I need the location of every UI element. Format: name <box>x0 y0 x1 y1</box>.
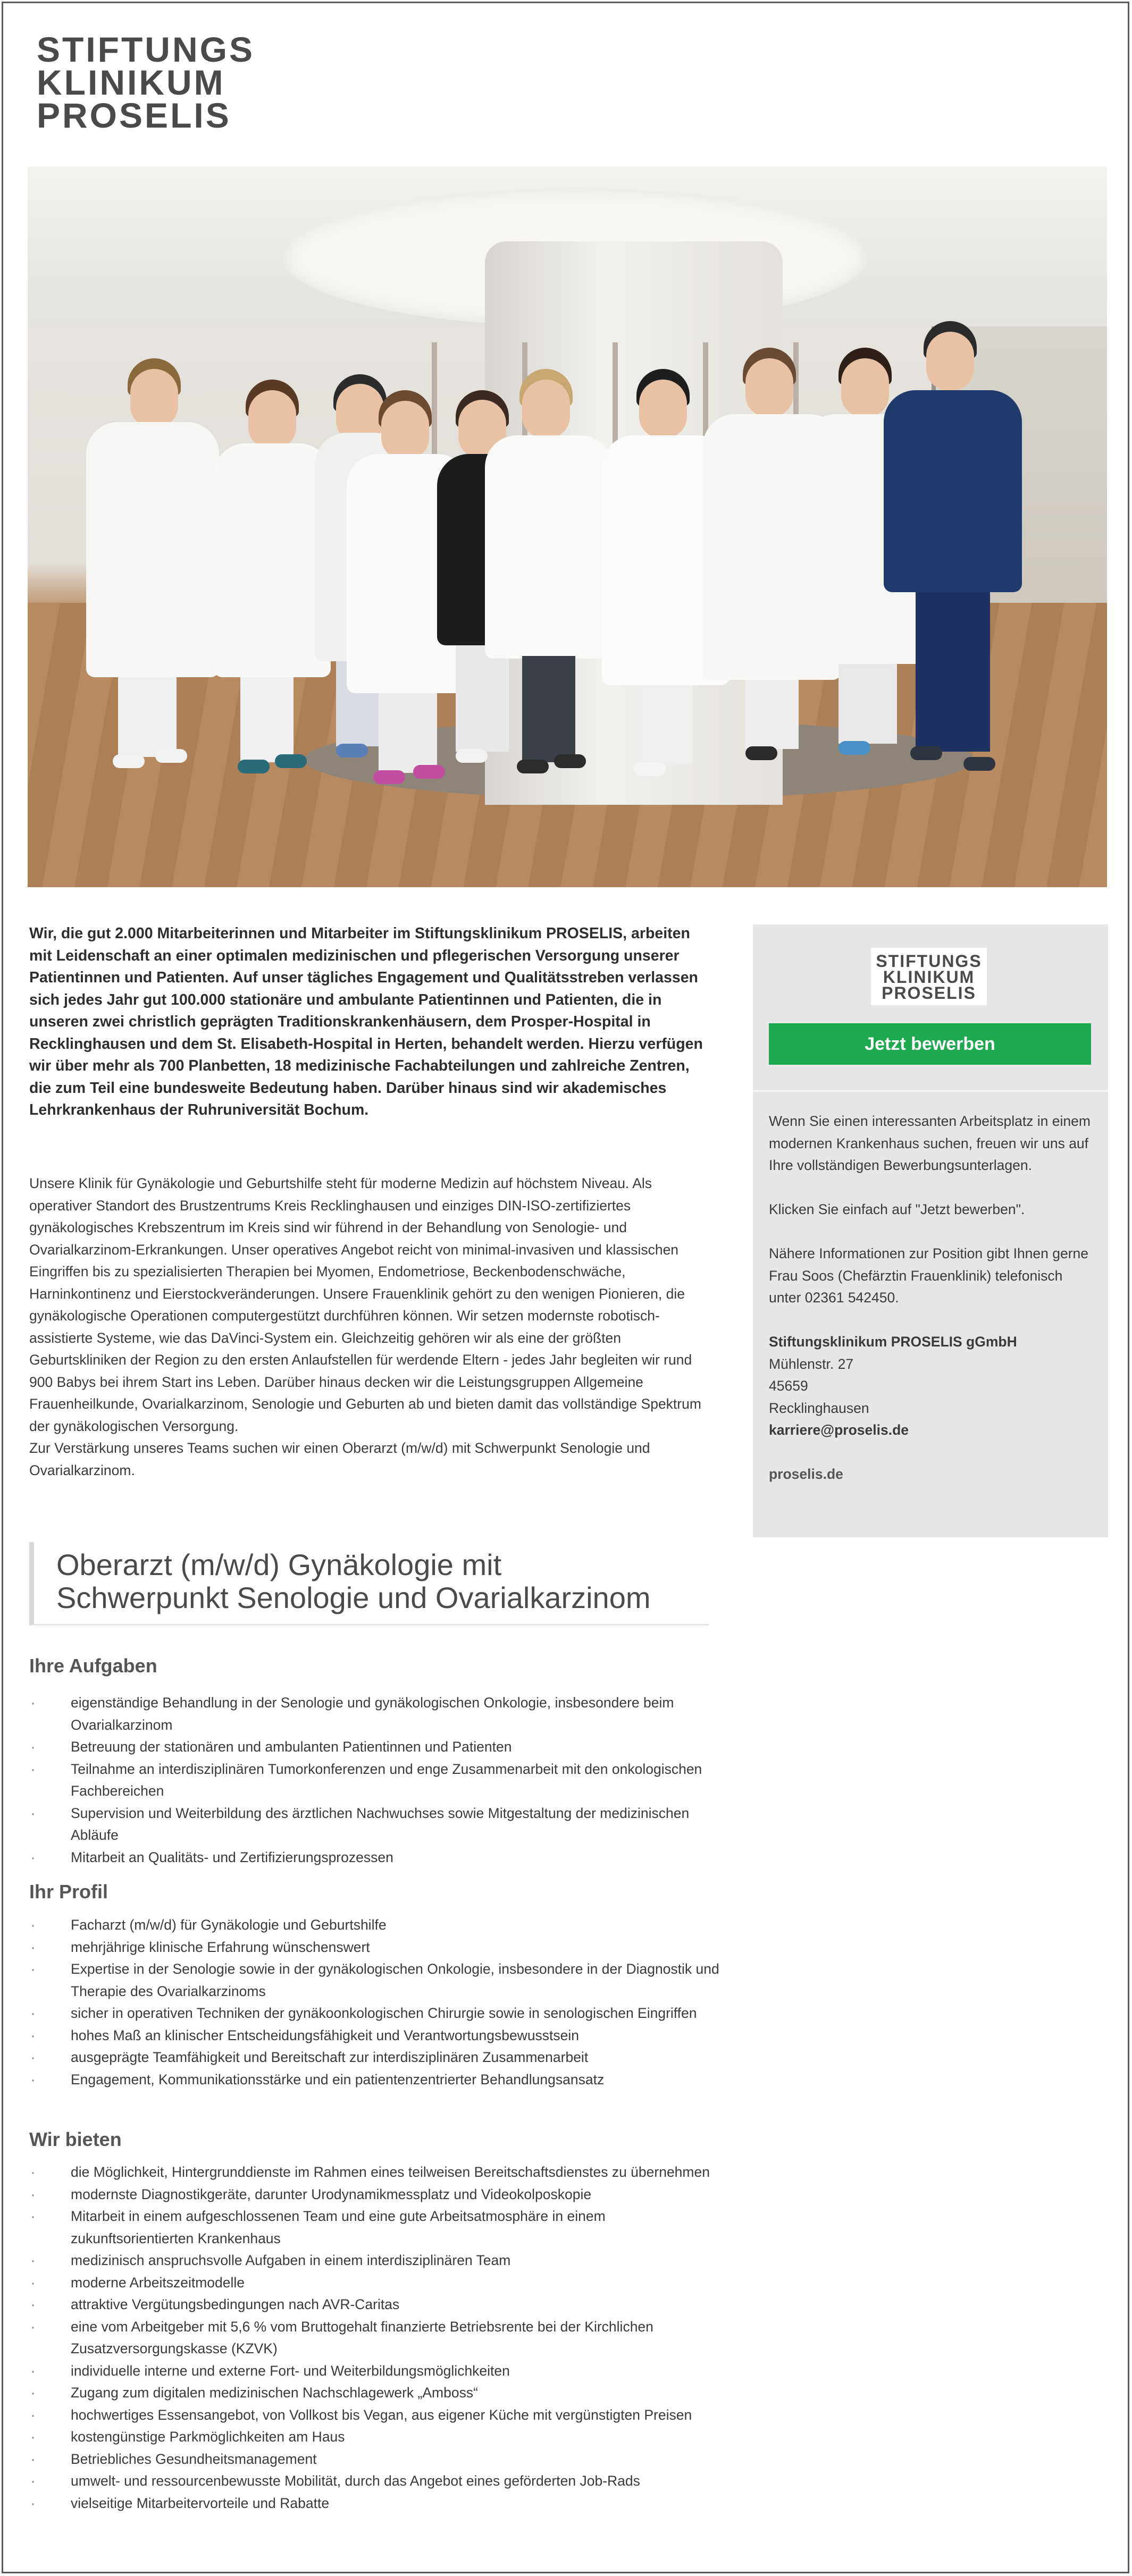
list-item: · Expertise in der Senologie sowie in der gynäkologischen Onkologie, insbesondere in der Diagnostik und Therapie des Ovarialkarzinoms <box>29 1958 726 2002</box>
team-photo <box>28 167 1107 887</box>
list-item: · eine vom Arbeitgeber mit 5,6 % vom Bruttogehalt finanzierte Betriebsrente bei der Kirchlichen Zusatzversorgungskasse (KZVK) <box>29 2316 726 2360</box>
sidebar-divider <box>753 1090 1108 1092</box>
list-item: · sicher in operativen Techniken der gynäkoonkologischen Chirurgie sowie in senologischen Eingriffen <box>29 2002 726 2025</box>
offer-list <box>29 2161 726 2514</box>
list-item: · kostengünstige Parkmöglichkeiten am Haus <box>29 2426 726 2448</box>
list-item: · moderne Arbeitszeitmodelle <box>29 2272 726 2294</box>
list-item: · Mitarbeit an Qualitäts- und Zertifizierungsprozessen <box>29 1847 726 1869</box>
list-item: · medizinisch anspruchsvolle Aufgaben in einem interdisziplinären Team <box>29 2250 726 2272</box>
website-link[interactable]: proselis.de <box>769 1466 843 1482</box>
profile-heading: Ihr Profil <box>29 1881 108 1902</box>
intro-paragraph: Wir, die gut 2.000 Mitarbeiterinnen und Mitarbeiter im Stiftungsklinikum PROSELIS, arbeiten mit Leidenschaft an einer optimalen medizinischen und pflegerischen Versorgung unserer Patientinnen und Patienten. Auf unser tägliches Engagement und Qualitätsstreben verlassen sich jedes Jahr gut 100.000 stationäre und ambulante Patientinnen und Patienten, die in unseren zwei christlich geprägten Traditionskrankenhäusern, dem Prosper-Hospital in Recklinghausen und dem St. Elisabeth-Hospital in Herten, behandelt werden. Hierzu verfügen wir über mehr als 700 Planbetten, 18 medizinische Fachabteilungen und zahlreiche Zentren, die zum Teil eine bundesweite Bedeutung haben. Darüber hinaus sind wir akademisches Lehrkrankenhaus der Ruhruniversität Bochum. <box>29 925 703 1118</box>
list-item: · hochwertiges Essensangebot, von Vollkost bis Vegan, aus eigener Küche mit vergünstigten Preisen <box>29 2404 726 2427</box>
list-item: · modernste Diagnostikgeräte, darunter Urodynamikmessplatz und Videokolposkopie <box>29 2184 726 2206</box>
sidebar-invite-text: Wenn Sie einen interessanten Arbeitsplatz in einem modernen Krankenhaus suchen, freuen wir uns auf Ihre vollständigen Bewerbungsunterlagen. <box>769 1113 1091 1173</box>
company-city: Recklinghausen <box>769 1400 869 1416</box>
list-item: · Zugang zum digitalen medizinischen Nachschlagewerk „Amboss“ <box>29 2382 726 2404</box>
contact-email-link[interactable]: karriere@proselis.de <box>769 1422 909 1438</box>
company-street: Mühlenstr. 27 <box>769 1356 854 1372</box>
list-item: · Betreuung der stationären und ambulanten Patientinnen und Patienten <box>29 1736 726 1758</box>
tasks-list <box>29 1692 726 1868</box>
sidebar-logo-line-3: PROSELIS <box>882 983 976 1003</box>
brand-logo <box>37 30 255 135</box>
company-zip: 45659 <box>769 1378 808 1394</box>
tasks-heading: Ihre Aufgaben <box>29 1655 157 1677</box>
sidebar-logo-line-2: KLINIKUM <box>883 967 975 987</box>
profile-list <box>29 1914 726 2091</box>
sidebar-click-text: Klicken Sie einfach auf "Jetzt bewerben". <box>769 1201 1025 1217</box>
sidebar-logo-line-1: STIFTUNGS <box>876 952 982 971</box>
list-item: · umwelt- und ressourcenbewusste Mobilität, durch das Angebot eines geförderten Job-Rads <box>29 2470 726 2493</box>
list-item: · vielseitige Mitarbeitervorteile und Rabatte <box>29 2493 726 2515</box>
sidebar-logo <box>871 948 987 1005</box>
apply-button[interactable]: Jetzt bewerben <box>769 1023 1091 1065</box>
list-item: · Teilnahme an interdisziplinären Tumorkonferenzen und enge Zusammenarbeit mit den onkologischen Fachbereichen <box>29 1758 726 1803</box>
clinic-description <box>29 1173 715 1481</box>
list-item: · Betriebliches Gesundheitsmanagement <box>29 2448 726 2471</box>
list-item: · hohes Maß an klinischer Entscheidungsfähigkeit und Verantwortungsbewusstsein <box>29 2025 726 2047</box>
list-item: · ausgeprägte Teamfähigkeit und Bereitschaft zur interdisziplinären Zusammenarbeit <box>29 2047 726 2069</box>
job-title-line-2: Schwerpunkt Senologie und Ovarialkarzinom <box>56 1581 651 1614</box>
company-name: Stiftungsklinikum PROSELIS gGmbH <box>769 1334 1017 1350</box>
job-title-line-1: Oberarzt (m/w/d) Gynäkologie mit <box>56 1548 502 1581</box>
logo-line-2: KLINIKUM <box>37 63 225 102</box>
list-item: · Facharzt (m/w/d) für Gynäkologie und Geburtshilfe <box>29 1914 726 1937</box>
list-item: · Engagement, Kommunikationsstärke und ein patientenzentrierter Behandlungsansatz <box>29 2069 726 2091</box>
logo-line-1: STIFTUNGS <box>37 30 255 69</box>
list-item: · die Möglichkeit, Hintergrunddienste im Rahmen eines teilweisen Bereitschaftsdienstes zu übernehmen <box>29 2161 726 2184</box>
offer-heading: Wir bieten <box>29 2128 122 2150</box>
vacancy-paragraph: Zur Verstärkung unseres Teams suchen wir einen Oberarzt (m/w/d) mit Schwerpunkt Senologie und Ovarialkarzinom. <box>29 1440 650 1478</box>
list-item: · individuelle interne und externe Fort- und Weiterbildungsmöglichkeiten <box>29 2360 726 2383</box>
list-item: · Supervision und Weiterbildung des ärztlichen Nachwuchses sowie Mitgestaltung der medizinischen Abläufe <box>29 1803 726 1847</box>
description-paragraph: Unsere Klinik für Gynäkologie und Geburtshilfe steht für moderne Medizin auf höchstem Niveau. Als operativer Standort des Brustzentrums Kreis Recklinghausen und einziges DIN-ISO-zertifiziertes gynäkologisches Krebszentrum im Kreis sind wir führend in der Behandlung von Senologie- und Ovarialkarzinom-Erkrankungen. Unser operatives Angebot reicht von minimal-invasiven und klassischen Eingriffen bis zu spezialisierten Therapien bei Myomen, Endometriose, Beckenbodenschwäche, Harninkontinenz und Eierstockveränderungen. Unsere Frauenklinik gehört zu den wenigen Pionieren, die gynäkologische Operationen computergestützt durchführen können. Wir setzen modernste robotisch-assistierte Systeme, wie das DaVinci-System ein. Gleichzeitig gehören wir als eine der größten Geburtskliniken der Region zu den ersten Anlaufstellen für werdende Eltern - jedes Jahr begleiten wir rund 900 Babys bei ihrem Start ins Leben. Darüber hinaus decken wir die Leistungsgruppen Allgemeine Frauenheilkunde, Ovarialkarzinom, Senologie und Geburten ab und bieten damit das vollständige Spektrum der gynäkologischen Versorgung. <box>29 1175 701 1434</box>
list-item: · attraktive Vergütungsbedingungen nach AVR-Caritas <box>29 2294 726 2316</box>
logo-line-3: PROSELIS <box>37 96 231 135</box>
job-title <box>29 1542 709 1626</box>
sidebar-info-text: Nähere Informationen zur Position gibt Ihnen gerne Frau Soos (Chefärztin Frauenklinik) telefonisch unter 02361 542450. <box>769 1245 1089 1306</box>
list-item: · Mitarbeit in einem aufgeschlossenen Team und eine gute Arbeitsatmosphäre in einem zukunftsorientierten Krankenhaus <box>29 2205 726 2250</box>
page-frame <box>2 2 1129 2573</box>
list-item: · eigenständige Behandlung in der Senologie und gynäkologischen Onkologie, insbesondere beim Ovarialkarzinom <box>29 1692 726 1736</box>
sidebar-panel <box>753 924 1108 1537</box>
list-item: · mehrjährige klinische Erfahrung wünschenswert <box>29 1937 726 1959</box>
sidebar-contact <box>769 1110 1099 1486</box>
